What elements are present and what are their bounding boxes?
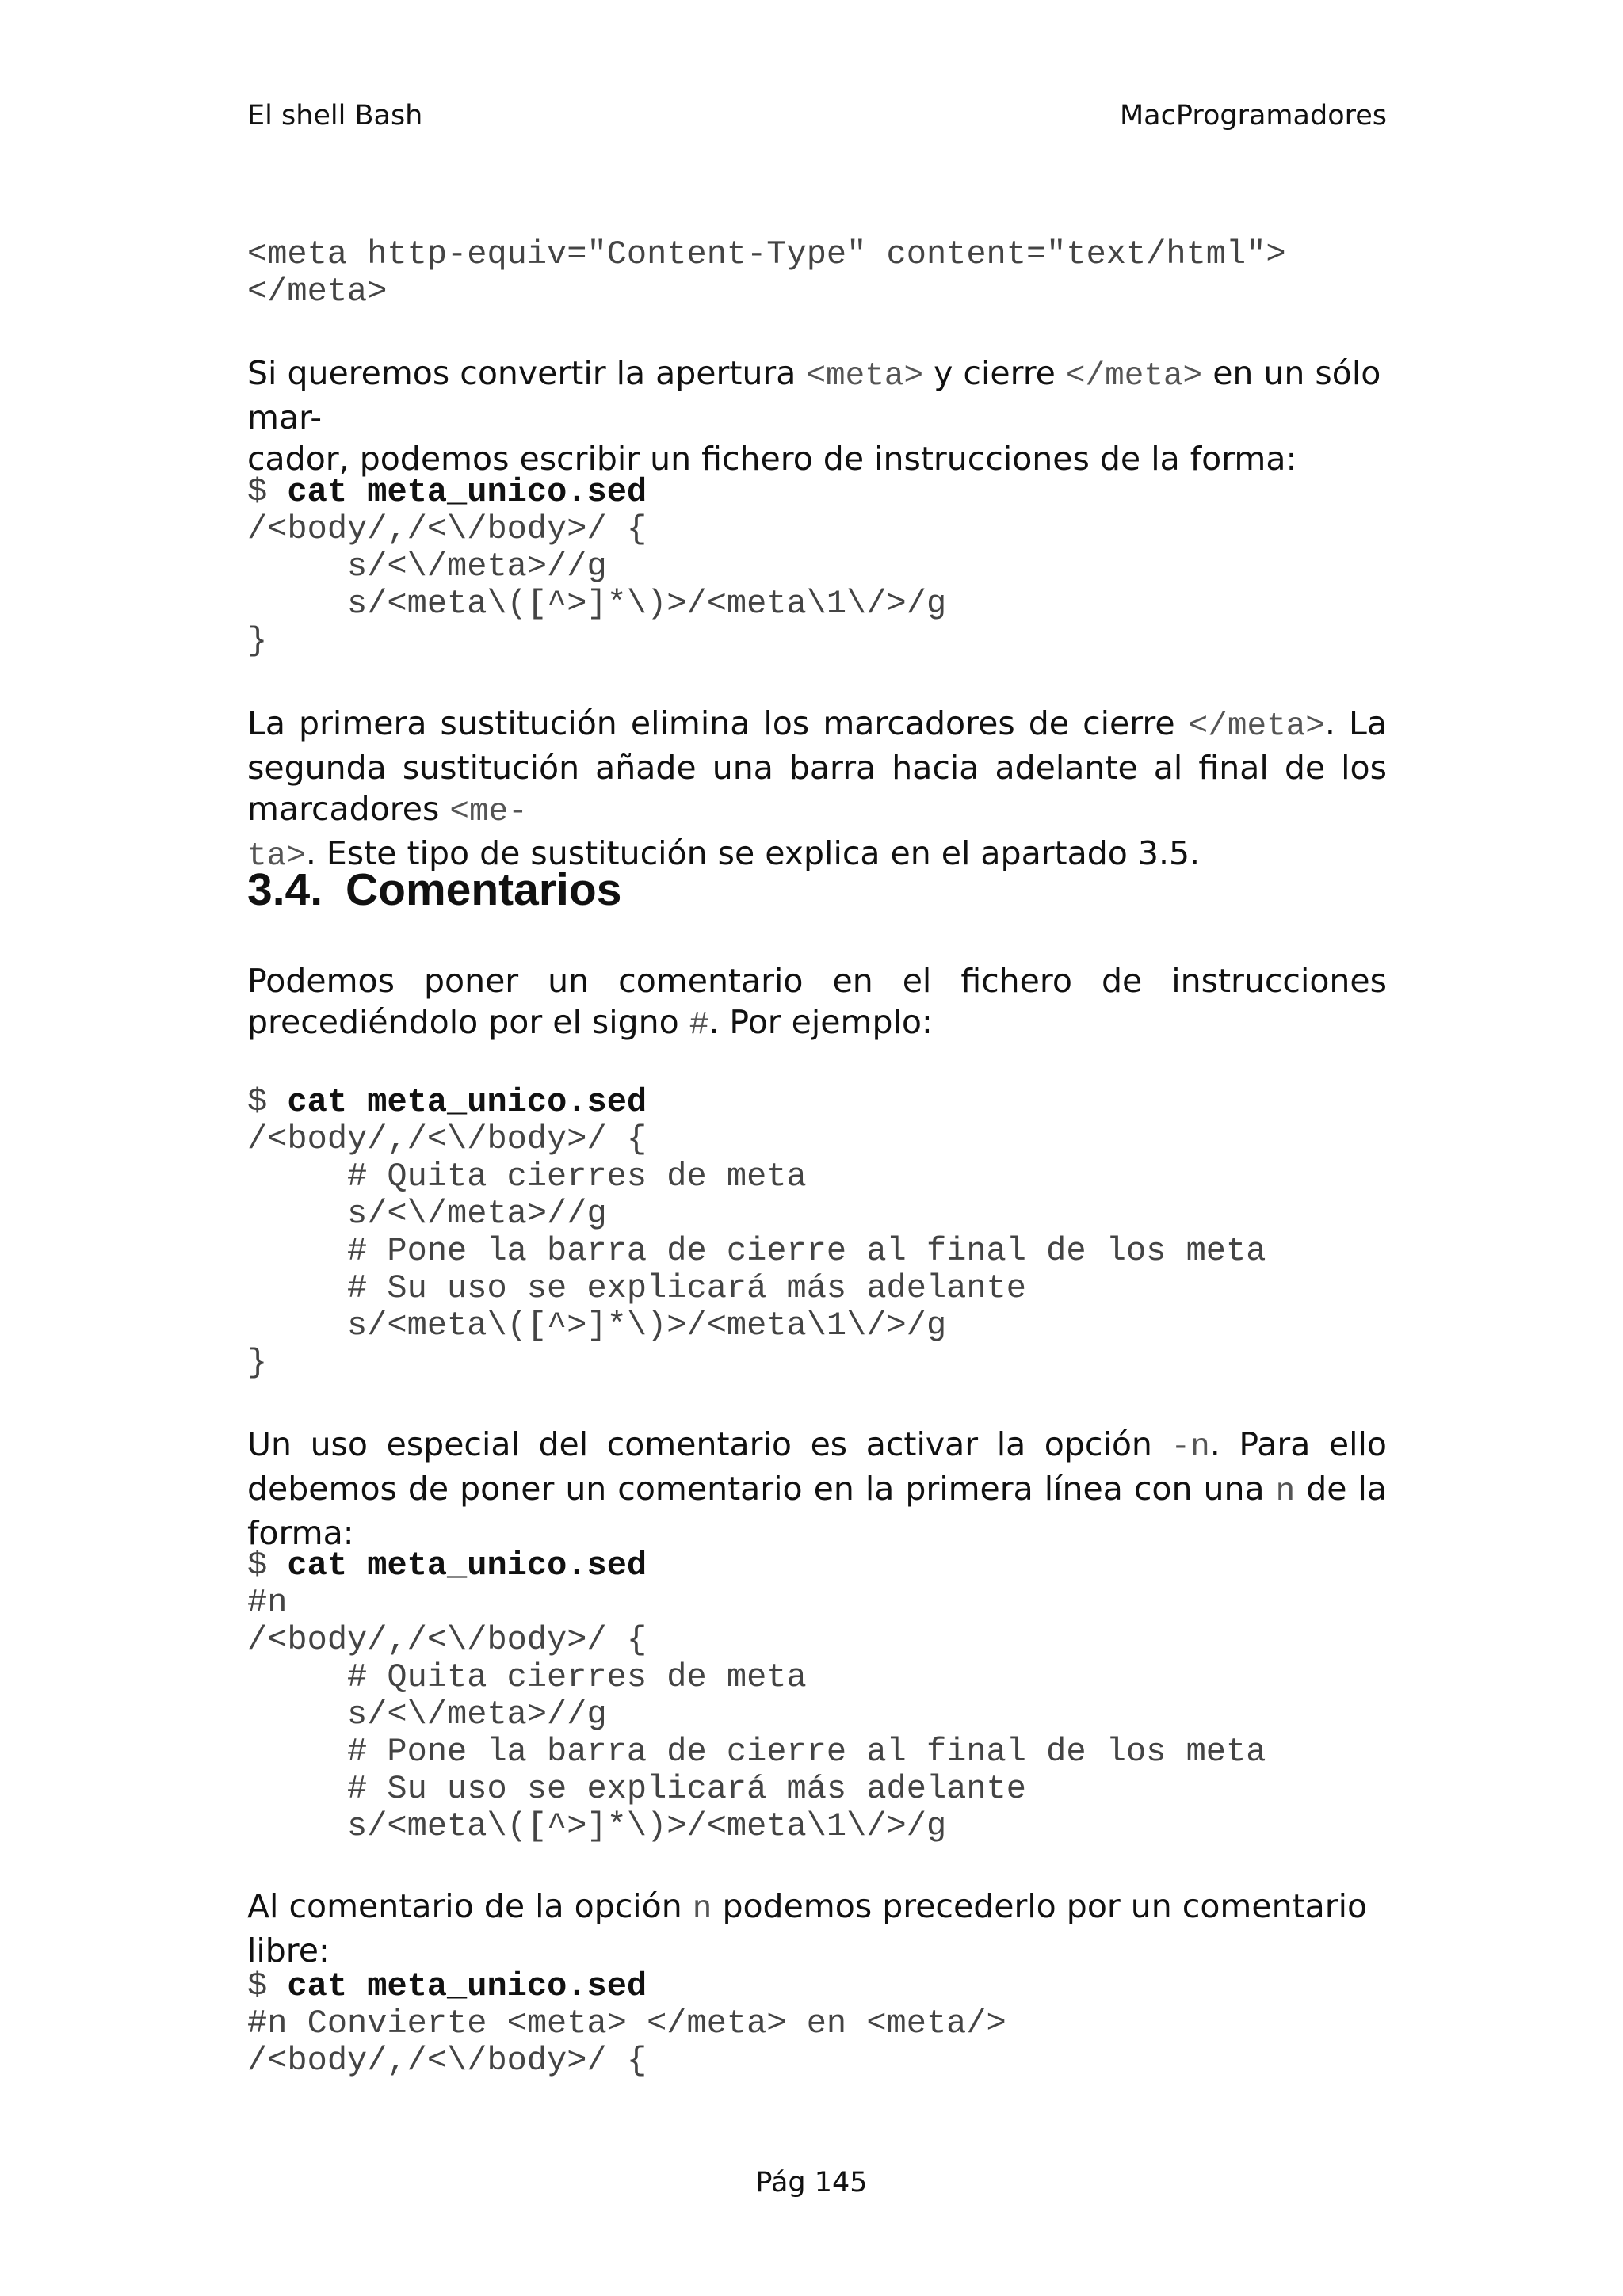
code-line: } <box>247 1344 268 1382</box>
code-line: # Pone la barra de cierre al final de los meta <box>247 1733 1266 1771</box>
code-line: s/<meta\([^>]*\)>/<meta\1\/>/g <box>247 1807 947 1845</box>
code-block-sed-script-2 <box>247 1084 1387 1382</box>
inline-code: ta> <box>247 838 306 875</box>
running-header-left: El shell Bash <box>247 100 423 132</box>
paragraph-option-n: Un uso especial del comentario es activar la opción -n. Para ello debemos de poner un comentario en la primera línea con una n de la forma: <box>247 1425 1387 1552</box>
inline-code: </meta> <box>1188 708 1325 745</box>
code-line: </meta> <box>247 273 388 311</box>
running-header-right: MacProgramadores <box>1119 100 1387 132</box>
paragraph-free-comment: Al comentario de la opción n podemos precederlo por un comentario libre: <box>247 1887 1368 1970</box>
code-line: /<body/,/<\/body>/ { <box>247 510 647 548</box>
shell-prompt: $ <box>247 1083 288 1121</box>
inline-code: n <box>692 1891 712 1928</box>
code-line: <meta http-equiv="Content-Type" content="text/html"> <box>247 235 1286 273</box>
code-line: #n <box>247 1584 288 1622</box>
code-line: #n Convierte <meta> </meta> en <meta/> <box>247 2004 1006 2042</box>
shell-command: cat meta_unico.sed <box>287 473 647 511</box>
code-line: # Quita cierres de meta <box>247 1158 807 1196</box>
section-title: Comentarios <box>346 864 622 915</box>
section-heading <box>247 864 1387 916</box>
inline-code: <meta> <box>806 358 924 395</box>
code-line: /<body/,/<\/body>/ { <box>247 1120 647 1158</box>
inline-code: -n <box>1170 1429 1210 1466</box>
code-line: s/<\/meta>//g <box>247 547 607 585</box>
inline-code: <me- <box>449 794 528 830</box>
code-line: # Su uso se explicará más adelante <box>247 1269 1026 1307</box>
paragraph-comments-intro: Podemos poner un comentario en el fichero de instrucciones precediéndolo por el signo #. Por ejemplo: <box>247 962 1387 1043</box>
code-line: /<body/,/<\/body>/ { <box>247 2042 647 2080</box>
section-number: 3.4. <box>247 864 323 915</box>
shell-command: cat meta_unico.sed <box>287 1967 647 2005</box>
shell-command: cat meta_unico.sed <box>287 1547 647 1585</box>
code-line: s/<\/meta>//g <box>247 1695 607 1733</box>
paragraph-substitution-explanation: La primera sustitución elimina los marcadores de cierre </meta>. La segunda sustitución añade una barra hacia adelante al final de los marcadores <me- ta>. Este tipo de sustitución se explica en el apartado 3.5. <box>247 704 1387 875</box>
code-line: # Quita cierres de meta <box>247 1658 807 1696</box>
shell-prompt: $ <box>247 1547 288 1585</box>
shell-prompt: $ <box>247 473 288 511</box>
code-block-sed-script-4 <box>247 1968 1387 2080</box>
code-line: /<body/,/<\/body>/ { <box>247 1621 647 1659</box>
code-line: s/<meta\([^>]*\)>/<meta\1\/>/g <box>247 585 947 623</box>
inline-code: </meta> <box>1065 358 1203 395</box>
shell-prompt: $ <box>247 1967 288 2005</box>
code-line: # Pone la barra de cierre al final de los meta <box>247 1232 1266 1270</box>
shell-command: cat meta_unico.sed <box>287 1083 647 1121</box>
code-block-sed-script-3 <box>247 1547 1387 1845</box>
page-number: Pág 145 <box>755 2167 868 2199</box>
code-line: # Su uso se explicará más adelante <box>247 1770 1026 1808</box>
code-block-sed-script-1 <box>247 474 1387 660</box>
code-line: } <box>247 622 268 660</box>
inline-code: n <box>1275 1474 1296 1510</box>
paragraph-intro: Si queremos convertir la apertura <meta> y cierre </meta> en un sólo mar- cador, podemos escribir un fichero de instrucciones de la forma: <box>247 354 1381 478</box>
inline-code: # <box>689 1007 709 1043</box>
code-block-meta-tag <box>247 236 1387 311</box>
code-line: s/<meta\([^>]*\)>/<meta\1\/>/g <box>247 1306 947 1344</box>
code-line: s/<\/meta>//g <box>247 1195 607 1233</box>
